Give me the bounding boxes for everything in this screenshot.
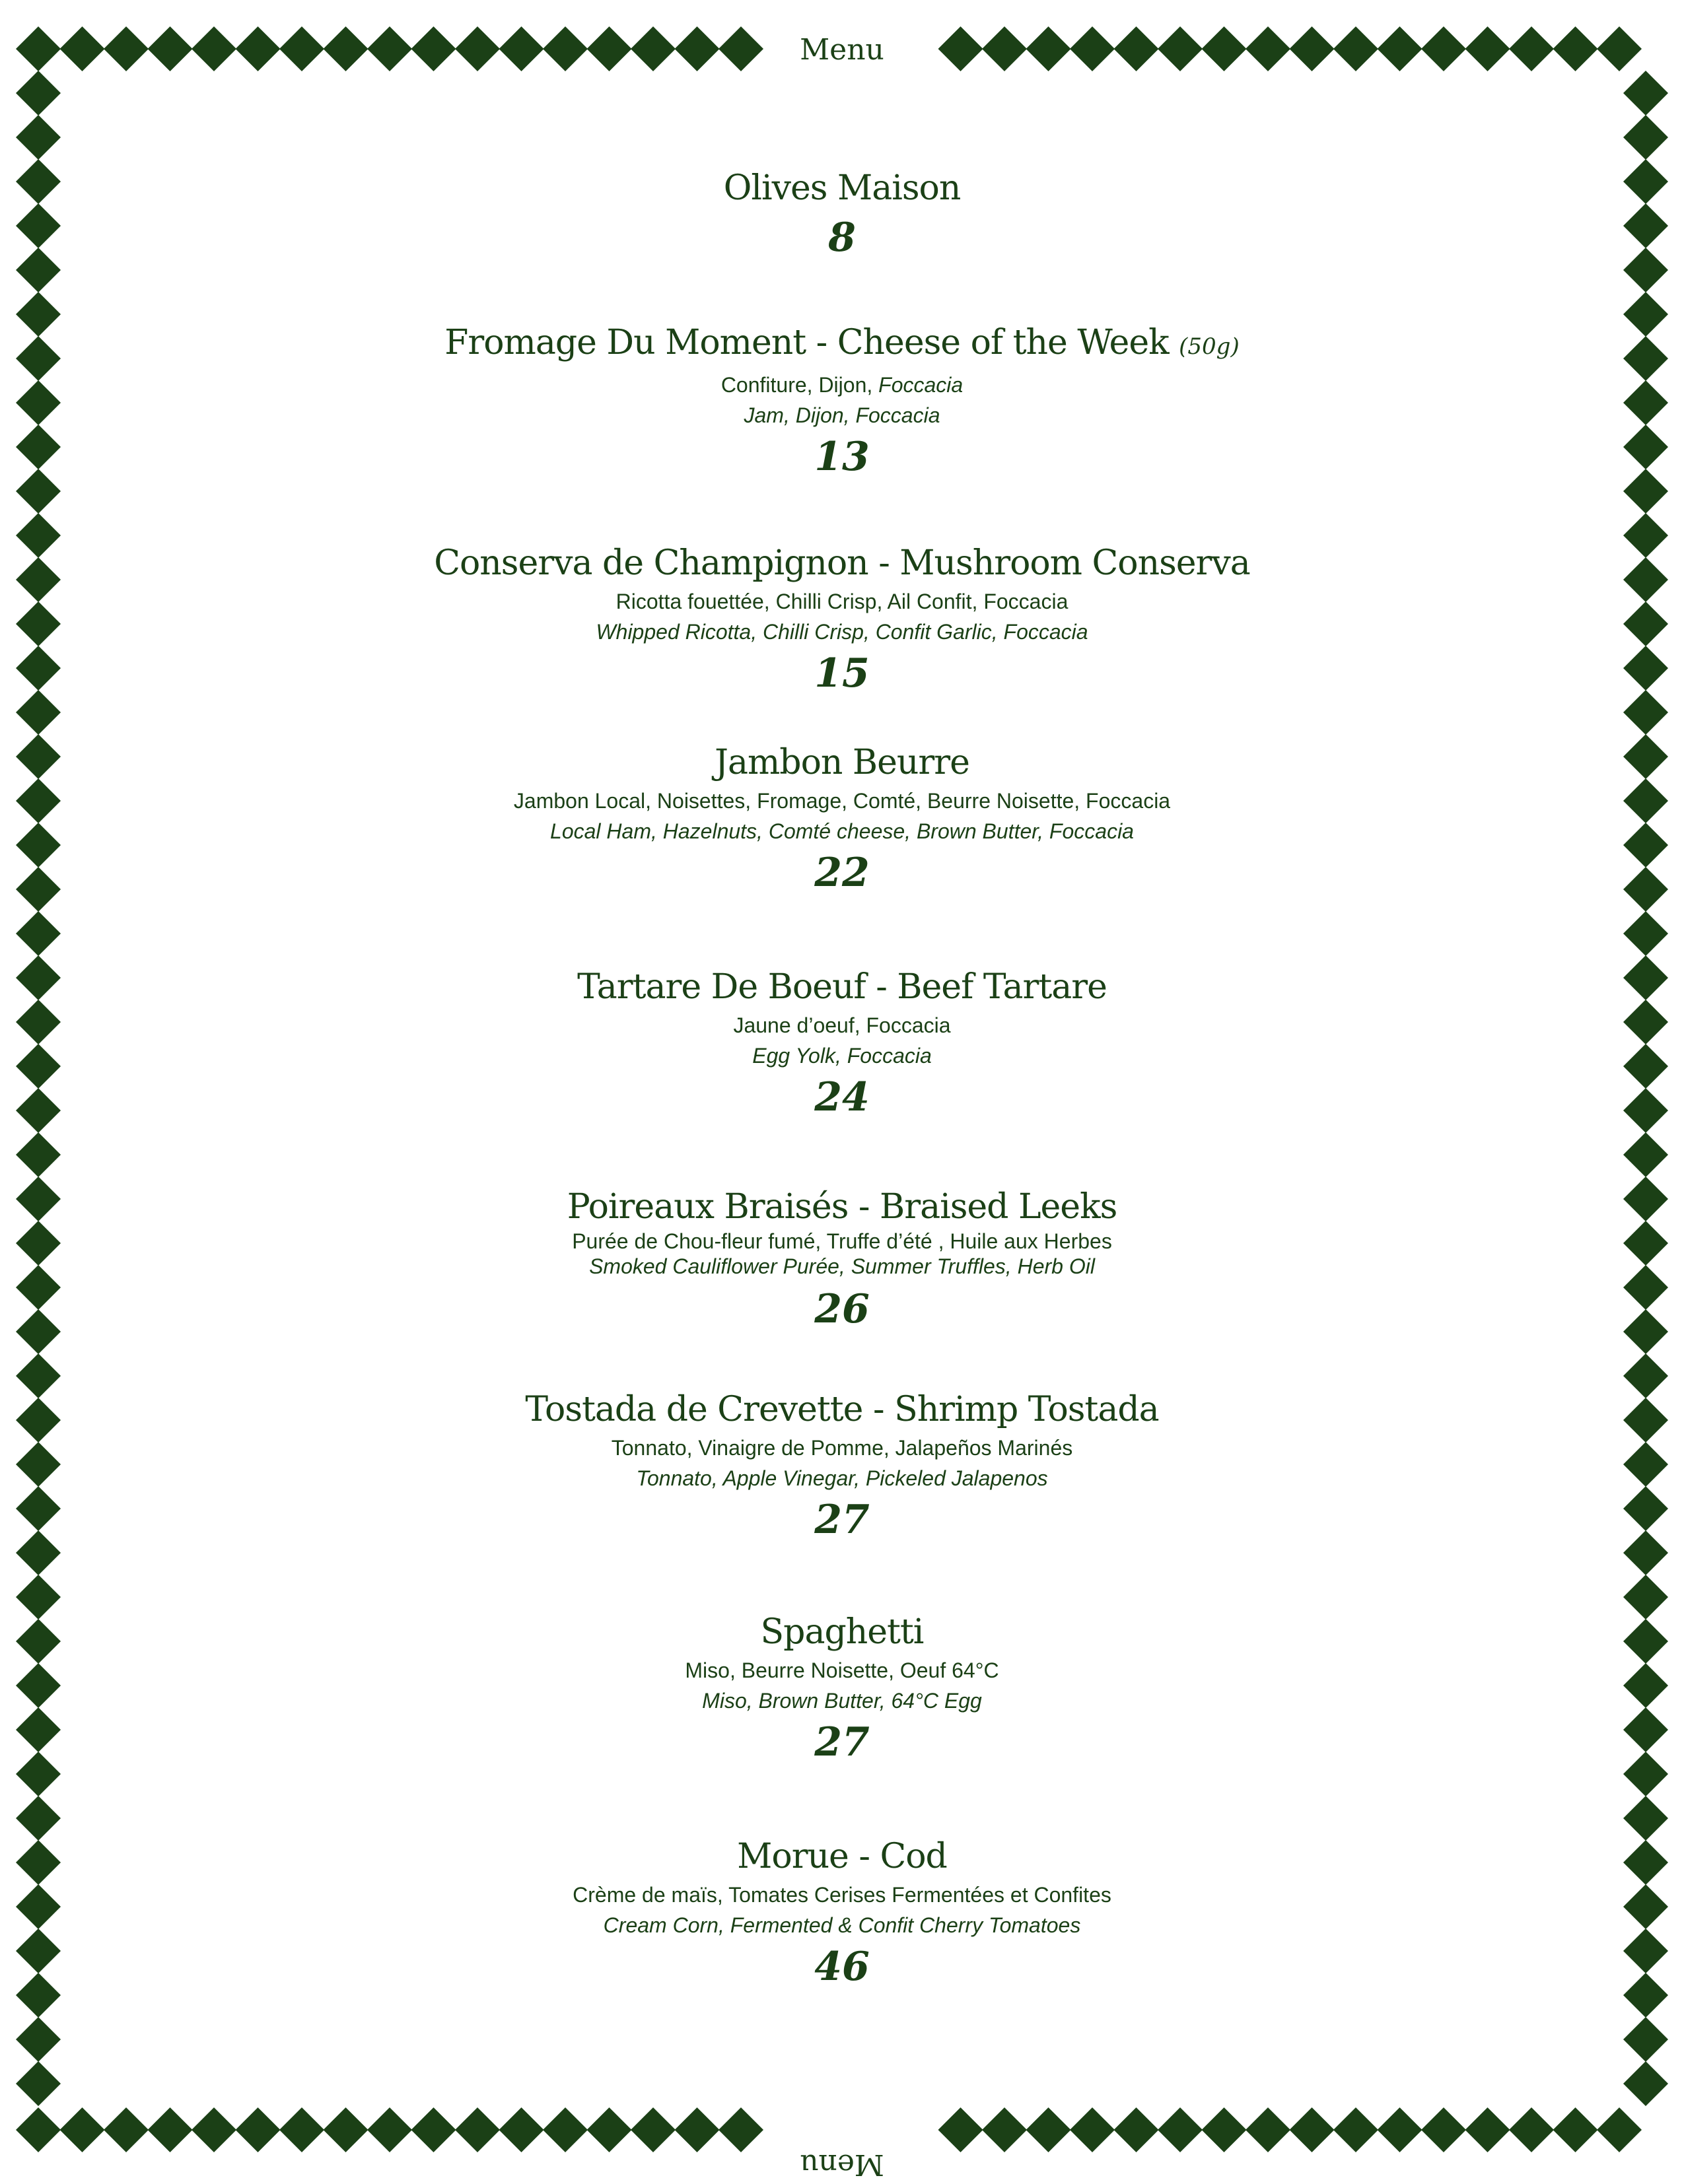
item-title: Jambon Beurre	[715, 743, 969, 782]
item-price: 8	[828, 215, 856, 261]
menu-item-cod	[198, 1833, 1486, 1993]
item-price: 13	[814, 434, 870, 480]
item-title: Tartare De Boeuf - Beef Tartare	[577, 967, 1107, 1007]
item-title: Fromage Du Moment - Cheese of the Week (50g)	[444, 323, 1240, 362]
menu-item-mushroom-conserva	[198, 540, 1486, 700]
footer-menu-label: Menu	[800, 2148, 884, 2181]
item-price: 46	[814, 1944, 870, 1990]
item-price: 27	[814, 1719, 870, 1765]
item-title: Olives Maison	[723, 168, 961, 208]
item-description-fr: Purée de Chou-fleur fumé, Truffe d’été , Huile aux Herbes	[572, 1229, 1112, 1253]
item-description-en: Whipped Ricotta, Chilli Crisp, Confit Garlic, Foccacia	[596, 620, 1088, 644]
item-price: 26	[814, 1286, 870, 1332]
item-title: Tostada de Crevette - Shrimp Tostada	[525, 1390, 1159, 1429]
item-description-fr: Confiture, Dijon, Foccacia	[720, 373, 964, 397]
item-description-en: Egg Yolk, Foccacia	[752, 1044, 932, 1068]
menu-item-cheese	[198, 320, 1486, 483]
menu-item-olives	[198, 165, 1486, 264]
header-menu-label: Menu	[800, 33, 884, 67]
item-description-fr: Ricotta fouettée, Chilli Crisp, Ail Confit, Foccacia	[615, 590, 1069, 613]
menu-item-jambon-beurre	[198, 739, 1486, 899]
item-price: 22	[814, 850, 870, 896]
menu-item-spaghetti	[198, 1609, 1486, 1769]
item-description-en: Miso, Brown Butter, 64°C Egg	[702, 1689, 982, 1713]
item-description-en: Jam, Dijon, Foccacia	[744, 403, 940, 427]
item-description-fr: Jaune d’oeuf, Foccacia	[733, 1013, 951, 1037]
menu-item-shrimp-tostada	[198, 1386, 1486, 1546]
item-title: Poireaux Braisés - Braised Leeks	[567, 1187, 1117, 1227]
item-description-en: Tonnato, Apple Vinegar, Pickeled Jalapenos	[636, 1466, 1048, 1490]
item-price: 27	[814, 1497, 870, 1543]
menu-item-beef-tartare	[198, 964, 1486, 1124]
item-title: Conserva de Champignon - Mushroom Conserva	[434, 543, 1250, 583]
item-description-fr: Crème de maïs, Tomates Cerises Fermentées et Confites	[573, 1883, 1111, 1907]
item-weight-note: (50g)	[1179, 333, 1240, 360]
item-description-en: Smoked Cauliflower Purée, Summer Truffles, Herb Oil	[589, 1254, 1095, 1278]
item-title: Spaghetti	[760, 1612, 924, 1652]
item-price: 15	[814, 650, 870, 697]
item-description-en: Local Ham, Hazelnuts, Comté cheese, Brown Butter, Foccacia	[550, 819, 1134, 843]
item-description-fr: Miso, Beurre Noisette, Oeuf 64°C	[685, 1658, 999, 1682]
item-title: Morue - Cod	[737, 1837, 947, 1876]
item-description-fr: Jambon Local, Noisettes, Fromage, Comté, Beurre Noisette, Foccacia	[513, 789, 1171, 813]
item-description-en: Cream Corn, Fermented & Confit Cherry Tomatoes	[603, 1913, 1081, 1937]
menu-item-braised-leeks	[198, 1185, 1486, 1336]
item-price: 24	[814, 1074, 870, 1120]
item-description-fr: Tonnato, Vinaigre de Pomme, Jalapeños Marinés	[611, 1436, 1073, 1460]
